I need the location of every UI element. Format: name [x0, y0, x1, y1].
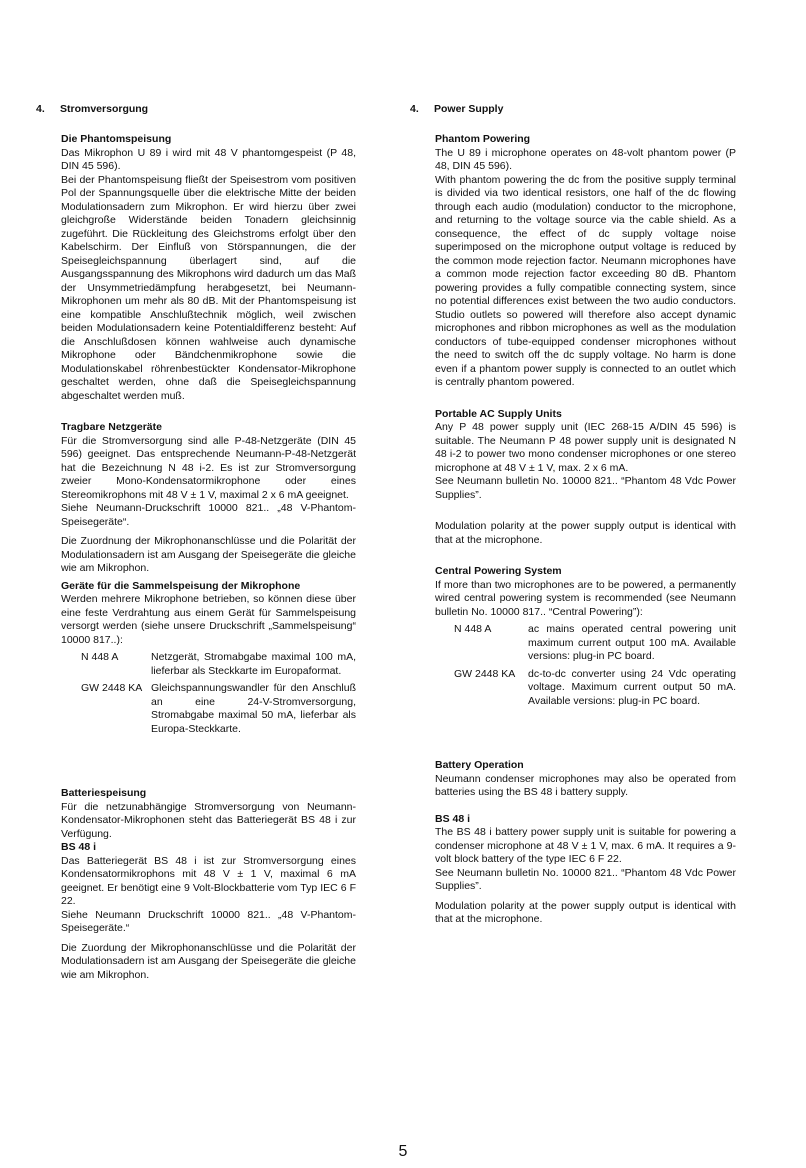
- battery-subheading: BS 48 i: [435, 812, 471, 825]
- device-entry: [61, 651, 356, 678]
- device-description: dc-to-dc converter using 24 Vdc operating voltage. Maximum current output 50 mA. Available versions: plug-in PC board.: [528, 667, 736, 707]
- central-text: Werden mehrere Mikrophone betrieben, so können diese über eine feste Verdrahtung aus einem Gerät für Sammelspeisung versorgt werden (siehe unsere Druckschrift „Sammelspeisung“ 10000 817..):: [61, 593, 356, 646]
- battery-polarity: Modulation polarity at the power supply output is identical with that at the microphone.: [435, 899, 736, 925]
- english-column: [410, 103, 736, 927]
- portable-text: Any P 48 power supply unit (IEC 268-15 A/DIN 45 596) is suitable. The Neumann P 48 power supply unit is designated N 48 i-2 to power two mono condenser microphones or one stereo microphone at 48 V ± 1 V, max. 2 x 6 mA.: [435, 421, 736, 474]
- device-code: GW 2448 KA: [81, 682, 143, 694]
- phantom-heading: Die Phantomspeisung: [61, 133, 172, 145]
- battery-intro: Für die netzunabhängige Stromversorgung von Neumann-Kondensator-Mikrophonen steht das Batteriegerät BS 48 i zur Verfügung.: [61, 800, 356, 840]
- central-text: If more than two microphones are to be powered, a permanently wired central powering system is recommended (see Neumann bulletin No. 10000 817.. “Central Powering”):: [435, 578, 736, 618]
- portable-heading: Tragbare Netzgeräte: [61, 421, 162, 433]
- device-entry: [435, 623, 736, 664]
- page-number: 5: [398, 1143, 408, 1160]
- battery-subheading: BS 48 i: [61, 841, 97, 853]
- battery-heading: Battery Operation: [435, 759, 524, 771]
- battery-text: The BS 48 i battery power supply unit is suitable for powering a condenser microphone at 48 V ± 1 V, max. 6 mA. It requires a 9-volt block battery of the type IEC 6 F 22.: [435, 826, 736, 865]
- device-code: N 448 A: [454, 623, 492, 635]
- device-code: GW 2448 KA: [454, 667, 516, 680]
- section-title: Stromversorgung: [60, 103, 149, 115]
- section-number: 4.: [410, 103, 419, 115]
- phantom-intro: Das Mikrophon U 89 i wird mit 48 V phantomgespeist (P 48, DIN 45 596).: [61, 146, 356, 172]
- portable-polarity: Die Zuordnung der Mikrophonanschlüsse und die Polarität der Modulationsadern ist am Ausgang der Speisegeräte die gleiche wie am Mikrophon.: [61, 535, 356, 574]
- central-heading: Central Powering System: [435, 565, 562, 577]
- section-heading: [36, 103, 356, 117]
- battery-polarity: Die Zuordung der Mikrophonanschlüsse und die Polarität der Modulationsadern ist am Ausgang der Speisegeräte die gleiche wie am Mikrophon.: [61, 941, 356, 981]
- portable-polarity: Modulation polarity at the power supply output is identical with that at the microphone.: [435, 520, 736, 546]
- phantom-heading: Phantom Powering: [435, 133, 531, 145]
- portable-heading: Portable AC Supply Units: [435, 407, 562, 420]
- battery-intro: Neumann condenser microphones may also be operated from batteries using the BS 48 i battery supply.: [435, 772, 736, 798]
- german-column: [36, 103, 356, 982]
- device-entry: [61, 682, 356, 736]
- device-description: ac mains operated central powering unit maximum current output 100 mA. Available versions: plug-in PC board.: [528, 623, 736, 662]
- section-number: 4.: [36, 103, 45, 115]
- phantom-description: With phantom powering the dc from the positive supply terminal is divided via two identical resistors, one half of the dc flowing through each audio (modulation) conductor to the microphone, and returning to the voltage source via the cable shield. As a consequence, the effect of dc supply voltage noise superimposed on the microphone output voltage is reduced by the common mode rejection factor. Neumann microphones have a common mode rejection factor exceeding 80 dB. Phantom powering provides a fully compatible connecting system, since no potential differences exist between the two audio conductors. Studio outlets so powered will therefore also accept dynamic microphones and ribbon microphones as well as the modulation conductors of tube-equipped condenser microphones without the need to switch off the dc supply voltage. No harm is done even if a phantom power supply is connected to an outlet which is centrally phantom powered.: [435, 173, 736, 388]
- portable-text: Für die Stromversorgung sind alle P-48-Netzgeräte (DIN 45 596) geeignet. Das entsprechende Neumann-P-48-Netzgerät hat die Bezeichnung N 48 i-2. Es ist zur Stromversorgung zweier Mono-Kondensatormikrophone oder eines Stereomikrophons mit 48 V ± 1 V, maximal 2 x 6 mA geeignet.: [61, 434, 356, 501]
- battery-reference: Siehe Neumann Druckschrift 10000 821.. „48 V-Phantom-Speisegeräte.“: [61, 908, 356, 934]
- central-heading: Geräte für die Sammelspeisung der Mikrophone: [61, 579, 301, 592]
- device-code: N 448 A: [81, 651, 119, 663]
- portable-reference: Siehe Neumann-Druckschrift 10000 821.. „48 V-Phantom-Speisegeräte“.: [61, 502, 356, 528]
- device-entry: [435, 668, 736, 709]
- portable-reference: See Neumann bulletin No. 10000 821.. “Phantom 48 Vdc Power Supplies”.: [435, 475, 736, 501]
- battery-text: Das Batteriegerät BS 48 i ist zur Stromversorgung eines Kondensatormikrophons mit 48 V ± 1 V, maximal 6 mA geeignet. Er benötigt eine 9 Volt-Blockbatterie vom Typ IEC 6 F 22.: [61, 854, 356, 907]
- battery-reference: See Neumann bulletin No. 10000 821.. “Phantom 48 Vdc Power Supplies”.: [435, 866, 736, 892]
- device-description: Gleichspannungswandler für den Anschluß an eine 24-V-Stromversorgung, Stromabgabe maximal 50 mA, lieferbar als Europa-Steckkarte.: [151, 682, 356, 735]
- phantom-description: Bei der Phantomspeisung fließt der Speisestrom vom positiven Pol der Spannungsquelle über die elektrische Mitte der beiden Modulationsadern zum Mikrophon. Er wird hierzu über zwei gleichgroße Widerstände beiden Tonadern gleichsinnig zugeführt. Die Rückleitung des Gleichstroms erfolgt über den Kabelschirm. Der Einfluß von Störspannungen, die der Speisegleichspannung überlagert sind, auf die Ausgangsspannung des Mikrophons wird dadurch um das Maß der Unsymmetriedämpfung herabgesetzt, bei Neumann-Mikrophonen um mehr als 80 dB. Mit der Phantomspeisung ist eine kompatible Anschlußtechnik möglich, weil zwischen beiden Modulationsadern keine Potentialdifferenz besteht: Auf die Anschlußdosen können wahlweise auch dynamische Mikrophone oder Bändchenmikrophone sowie die Modulationskabel röhrenbestückter Kondensator-Mikrophone geschaltet werden, ohne daß die Speisegleichspannung abgeschaltet werden muß.: [61, 173, 356, 402]
- device-description: Netzgerät, Stromabgabe maximal 100 mA, lieferbar als Steckkarte im Europaformat.: [151, 651, 356, 677]
- section-title: Power Supply: [434, 103, 504, 115]
- phantom-intro: The U 89 i microphone operates on 48-volt phantom power (P 48, DIN 45 596).: [435, 146, 736, 172]
- section-heading: [410, 103, 736, 117]
- battery-heading: Batteriespeisung: [61, 787, 147, 799]
